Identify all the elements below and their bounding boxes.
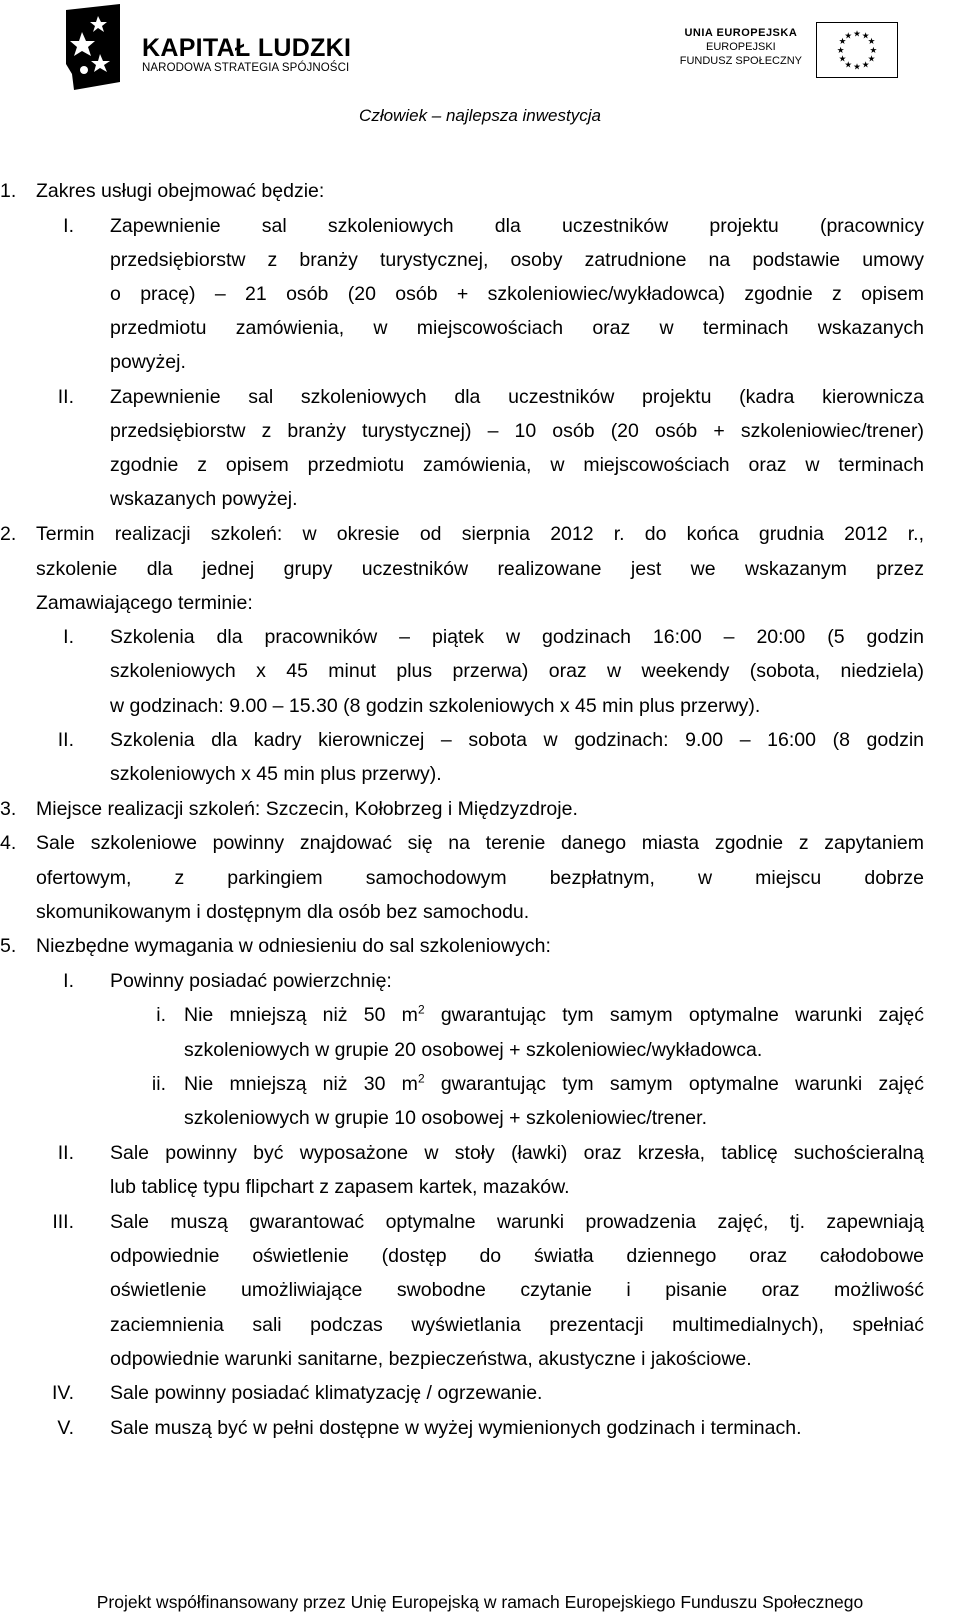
section-5-item-v-number: V. (57, 1417, 74, 1439)
section-1-item-ii-line: Zapewnienie sal szkoleniowych dla uczestników projektu (kadra kierownicza (110, 386, 924, 408)
area-50-text: Nie mniejszą niż 50 m (184, 1004, 418, 1026)
kapital-ludzki-logo (62, 4, 352, 92)
section-5-item-iii-line: odpowiednie oświetlenie (dostęp do światła dziennego oraz całodobowe (110, 1245, 924, 1267)
section-4-number: 4. (0, 832, 17, 854)
section-1-item-ii-number: II. (57, 386, 74, 408)
section-4-line: skomunikowanym i dostępnym dla osób bez samochodu. (36, 901, 530, 923)
section-2-item-i-line: w godzinach: 9.00 – 15.30 (8 godzin szkoleniowych x 45 min plus przerwy). (110, 695, 761, 717)
footer-text: Projekt współfinansowany przez Unię Europejską w ramach Europejskiego Funduszu Społecznego (96, 1592, 864, 1612)
svg-text:★: ★ (861, 60, 870, 71)
section-2-item-ii-line: Szkolenia dla kadry kierowniczej – sobota w godzinach: 9.00 – 16:00 (8 godzin (110, 729, 924, 751)
section-5-item-iv-text: Sale powinny posiadać klimatyzację / ogrzewanie. (110, 1382, 543, 1404)
section-5-item-iii-line: zaciemnienia sali podczas wyświetlania prezentacji multimedialnych), spełniać (110, 1314, 924, 1336)
svg-text:★: ★ (836, 45, 845, 56)
section-1-item-ii-line: wskazanych powyżej. (110, 488, 298, 510)
section-5-subitem-b-line1 (184, 1067, 924, 1101)
motto: Człowiek – najlepsza inwestycja (359, 106, 601, 125)
section-5-item-iv-number: IV. (51, 1382, 74, 1404)
section-5-item-ii-line: lub tablicę typu flipchart z zapasem kartek, mazaków. (110, 1176, 570, 1198)
section-5-heading: Niezbędne wymagania w odniesieniu do sal szkoleniowych: (36, 935, 551, 957)
svg-text:★: ★ (844, 31, 853, 42)
section-2-item-ii-number: II. (57, 729, 74, 751)
section-3-text: Miejsce realizacji szkoleń: Szczecin, Kołobrzeg i Międzyzdroje. (36, 798, 578, 820)
svg-text:★: ★ (853, 62, 861, 73)
eu-logo-line3: FUNDUSZ SPOŁECZNY (679, 55, 802, 67)
eu-logo (668, 22, 898, 82)
svg-text:★: ★ (869, 45, 878, 56)
section-1-item-i-number: I. (63, 215, 74, 237)
section-5-item-ii-line: Sale powinny być wyposażone w stoły (ławki) oraz krzesła, tablicę suchościeralną (110, 1142, 924, 1164)
section-2-item-i-line: szkoleniowych x 45 minut plus przerwa) oraz w weekendy (sobota, niedziela) (110, 660, 924, 682)
svg-text:★: ★ (853, 29, 861, 40)
section-5-item-iii-line: odpowiednie warunki sanitarne, bezpieczeństwa, akustyczne i jakościowe. (110, 1348, 752, 1370)
section-2-number: 2. (0, 523, 17, 545)
section-5-subitem-b-number: ii. (151, 1073, 166, 1095)
eu-logo-text (680, 26, 802, 68)
superscript-2: 2 (417, 1071, 425, 1086)
section-2-item-i-line: Szkolenia dla pracowników – piątek w godzinach 16:00 – 20:00 (5 godzin (110, 626, 924, 648)
section-5-item-i-text: Powinny posiadać powierzchnię: (110, 970, 392, 992)
eu-logo-line2: EUROPEJSKI (706, 41, 776, 53)
svg-text:★: ★ (861, 31, 870, 42)
section-5-number: 5. (0, 935, 17, 957)
area-30-text: Nie mniejszą niż 30 m (184, 1073, 418, 1095)
section-5-subitem-b-line2: szkoleniowych w grupie 10 osobowej + szkoleniowiec/trener. (184, 1107, 707, 1129)
section-3-number: 3. (0, 798, 17, 820)
section-5-item-i-number: I. (63, 970, 74, 992)
section-2-item-ii-line: szkoleniowych x 45 min plus przerwy). (110, 763, 442, 785)
kapital-ludzki-mark-icon (62, 4, 124, 92)
section-1-item-i-line: przedsiębiorstw z branży turystycznej, osoby zatrudnione na podstawie umowy (110, 249, 924, 271)
area-50-rest: gwarantując tym samym optymalne warunki zajęć (424, 1004, 924, 1026)
section-1-item-i-line: przedmiotu zamówienia, w miejscowościach oraz w terminach wskazanych (110, 317, 924, 339)
section-1-number: 1. (0, 180, 17, 202)
section-4-line: Sale szkoleniowe powinny znajdować się na terenie danego miasta zgodnie z zapytaniem (36, 832, 924, 854)
svg-text:★: ★ (867, 37, 876, 48)
svg-text:★: ★ (838, 37, 847, 48)
section-1-item-ii-line: przedsiębiorstw z branży turystycznej) – 10 osób (20 osób + szkoleniowiec/trener) (110, 420, 924, 442)
section-2-line: Zamawiającego terminie: (36, 592, 253, 614)
logo-subtitle: NARODOWA STRATEGIA SPÓJNOŚCI (142, 62, 350, 74)
section-1-heading: Zakres usługi obejmować będzie: (36, 180, 325, 202)
section-1-item-i-line: o pracę) – 21 osób (20 osób + szkoleniowiec/wykładowca) zgodnie z opisem (110, 283, 924, 305)
section-2-line: Termin realizacji szkoleń: w okresie od sierpnia 2012 r. do końca grudnia 2012 r., (36, 523, 924, 545)
superscript-2: 2 (417, 1002, 425, 1017)
section-1-item-ii-line: zgodnie z opisem przedmiotu zamówienia, w miejscowościach oraz w terminach (110, 454, 924, 476)
area-30-rest: gwarantując tym samym optymalne warunki zajęć (424, 1073, 924, 1095)
section-2-item-i-number: I. (63, 626, 74, 648)
svg-text:★: ★ (867, 54, 876, 65)
svg-text:★: ★ (844, 60, 853, 71)
section-1-item-i-line: Zapewnienie sal szkoleniowych dla uczestników projektu (pracownicy (110, 215, 924, 237)
section-5-item-v-text: Sale muszą być w pełni dostępne w wyżej wymienionych godzinach i terminach. (110, 1417, 802, 1439)
svg-text:★: ★ (838, 54, 847, 65)
section-5-item-iii-line: Sale muszą gwarantować optymalne warunki prowadzenia zajęć, tj. zapewniają (110, 1211, 924, 1233)
section-5-subitem-a-line1 (184, 998, 924, 1032)
section-1-item-i-line: powyżej. (110, 351, 186, 373)
eu-logo-line1: UNIA EUROPEJSKA (684, 27, 798, 39)
eu-flag-icon (816, 22, 898, 78)
logo-title: KAPITAŁ LUDZKI (142, 34, 352, 62)
section-2-line: szkolenie dla jednej grupy uczestników realizowane jest we wskazanym przez (36, 558, 924, 580)
section-5-item-iii-number: III. (52, 1211, 74, 1233)
section-5-subitem-a-line2: szkoleniowych w grupie 20 osobowej + szkoleniowiec/wykładowca. (184, 1039, 763, 1061)
section-5-item-ii-number: II. (57, 1142, 74, 1164)
section-4-line: ofertowym, z parkingiem samochodowym bezpłatnym, w miejscu dobrze (36, 867, 924, 889)
section-5-item-iii-line: oświetlenie umożliwiające swobodne czytanie i pisanie oraz możliwość (110, 1279, 924, 1301)
section-5-subitem-a-number: i. (156, 1004, 166, 1026)
